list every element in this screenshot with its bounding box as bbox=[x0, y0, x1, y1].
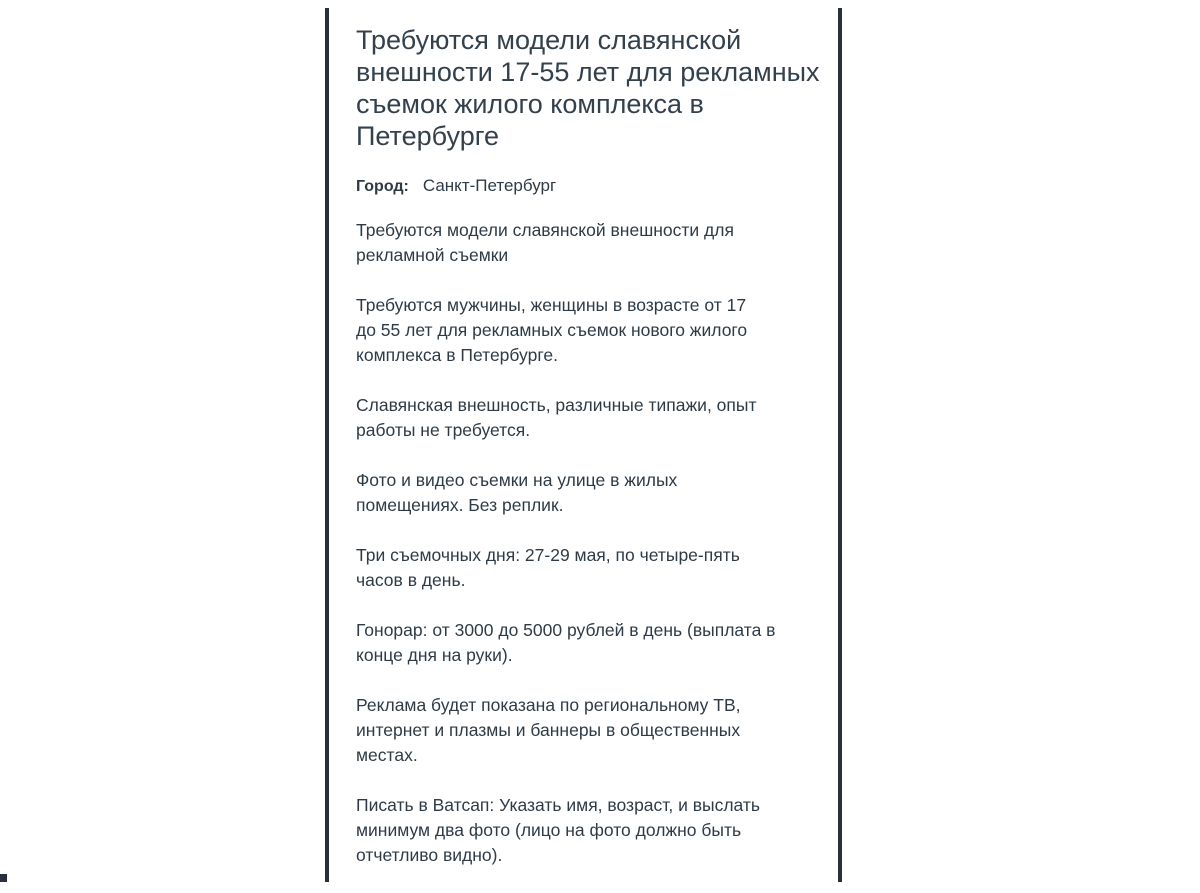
paragraph: Гонорар: от 3000 до 5000 рублей в день (выплата в конце дня на руки). bbox=[356, 620, 776, 665]
corner-mark bbox=[0, 874, 7, 882]
post-body bbox=[356, 218, 826, 868]
paragraph: Требуются модели славянской внешности для рекламной съемки bbox=[356, 220, 734, 265]
paragraph: Фото и видео съемки на улице в жилых помещениях. Без реплик. bbox=[356, 470, 678, 515]
paragraph: Писать в Ватсап: Указать имя, возраст, и выслать минимум два фото (лицо на фото должно быть отчетливо видно). bbox=[356, 795, 761, 865]
right-border bbox=[838, 8, 842, 882]
post-title: Требуются модели славянской внешности 17-55 лет для рекламных съемок жилого комплекса в Петербурге bbox=[356, 25, 820, 151]
city-label: Город: bbox=[356, 178, 409, 195]
city-row bbox=[356, 174, 826, 199]
job-post bbox=[356, 24, 826, 893]
paragraph: Реклама будет показана по региональному ТВ, интернет и плазмы и баннеры в общественных местах. bbox=[356, 695, 741, 765]
paragraph: Требуются мужчины, женщины в возрасте от 17 до 55 лет для рекламных съемок нового жилого комплекса в Петербурге. bbox=[356, 295, 748, 365]
left-border bbox=[325, 8, 329, 882]
paragraph: Славянская внешность, различные типажи, опыт работы не требуется. bbox=[356, 395, 757, 440]
city-value: Санкт-Петербург bbox=[422, 176, 557, 195]
paragraph: Три съемочных дня: 27-29 мая, по четыре-пять часов в день. bbox=[356, 545, 740, 590]
